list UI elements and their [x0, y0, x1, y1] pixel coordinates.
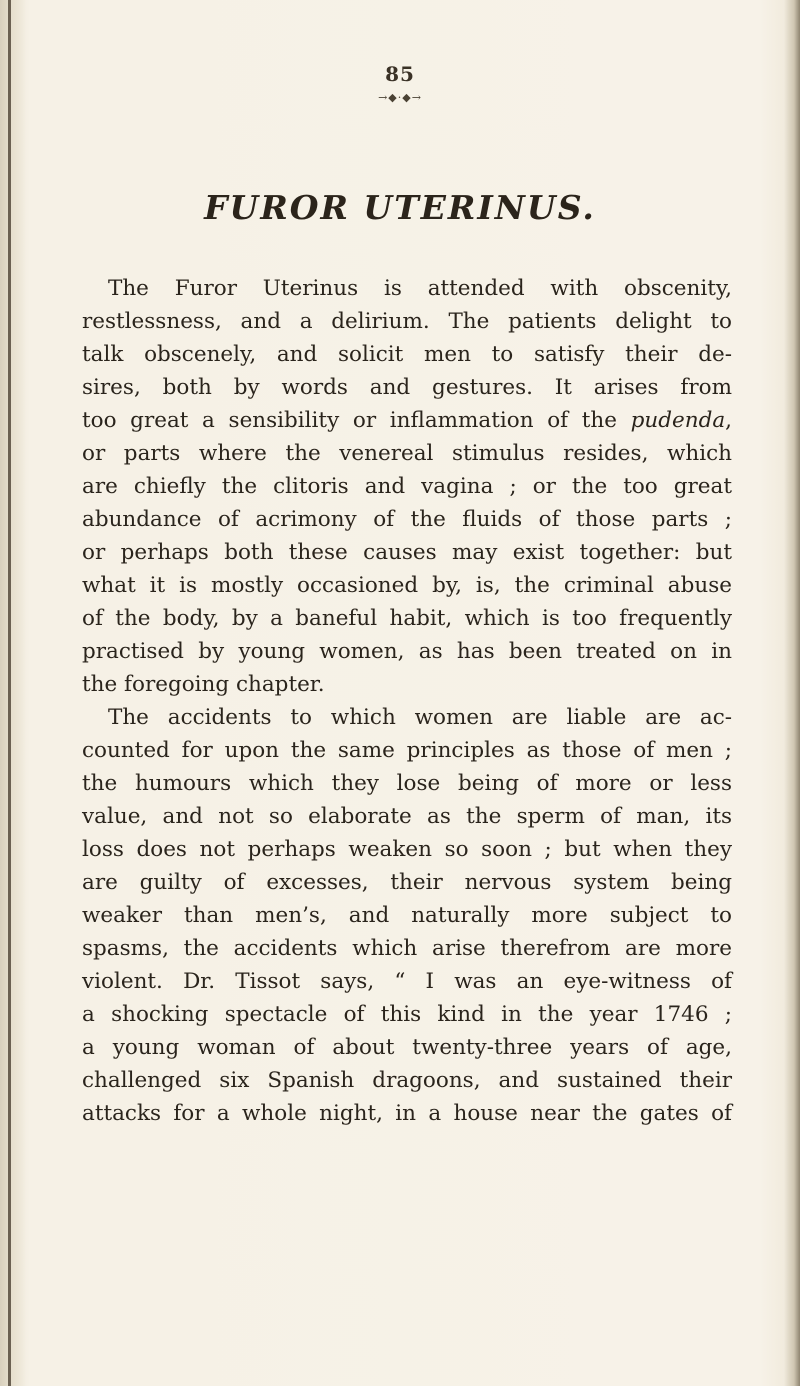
text-run: what it is mostly occasioned by, is, the criminal abuse	[82, 573, 732, 598]
text-line	[82, 635, 732, 668]
text-line	[82, 602, 732, 635]
text-run: The Furor Uterinus is attended with obscenity,	[108, 276, 732, 301]
ornament-divider: →◆·◆→	[378, 91, 422, 104]
text-line	[82, 305, 732, 338]
text-run: a young woman of about twenty-three years of age,	[82, 1035, 732, 1060]
text-run: of the body, by a baneful habit, which is too frequently	[82, 606, 732, 631]
text-run: counted for upon the same principles as those of men ;	[82, 738, 732, 763]
text-line	[82, 272, 732, 305]
text-run: practised by young women, as has been treated on in	[82, 639, 732, 664]
text-run: a shocking spectacle of this kind in the year 1746 ;	[82, 1002, 732, 1027]
text-line	[82, 1097, 732, 1130]
text-line	[82, 800, 732, 833]
body-text	[82, 272, 732, 1130]
text-run: The accidents to which women are liable are ac-	[108, 705, 732, 730]
text-line	[82, 767, 732, 800]
text-run: abundance of acrimony of the fluids of those parts ;	[82, 507, 732, 532]
text-run: are chiefly the clitoris and vagina ; or the too great	[82, 474, 732, 499]
text-run: spasms, the accidents which arise therefrom are more	[82, 936, 732, 961]
text-line	[82, 734, 732, 767]
text-line	[82, 536, 732, 569]
text-line	[82, 998, 732, 1031]
text-line	[82, 1031, 732, 1064]
text-line	[82, 965, 732, 998]
text-line	[82, 470, 732, 503]
italic-term: pudenda	[630, 408, 726, 433]
text-line	[82, 833, 732, 866]
text-line	[82, 569, 732, 602]
text-run: are guilty of excesses, their nervous system being	[82, 870, 732, 895]
text-run: or perhaps both these causes may exist together: but	[82, 540, 732, 565]
text-line	[82, 338, 732, 371]
text-run: or parts where the venereal stimulus resides, which	[82, 441, 732, 466]
chapter-title: FUROR UTERINUS.	[204, 188, 596, 227]
text-run: the foregoing chapter.	[82, 672, 325, 697]
text-line	[82, 437, 732, 470]
text-line	[82, 866, 732, 899]
text-line	[82, 1064, 732, 1097]
text-line	[82, 371, 732, 404]
text-run: weaker than men’s, and naturally more subject to	[82, 903, 732, 928]
text-line	[82, 503, 732, 536]
text-run: violent. Dr. Tissot says, “ I was an eye-witness of	[82, 969, 732, 994]
text-run: too great a sensibility or inflammation of the	[82, 408, 631, 433]
page-number: 85	[385, 62, 415, 86]
text-run: attacks for a whole night, in a house near the gates of	[82, 1101, 732, 1126]
text-run: sires, both by words and gestures. It arises from	[82, 375, 732, 400]
text-run: restlessness, and a delirium. The patients delight to	[82, 309, 732, 334]
text-run: ,	[725, 408, 732, 433]
text-line	[82, 932, 732, 965]
text-run: loss does not perhaps weaken so soon ; but when they	[82, 837, 732, 862]
text-line	[82, 668, 732, 701]
text-line	[82, 404, 732, 437]
text-run: challenged six Spanish dragoons, and sustained their	[82, 1068, 732, 1093]
text-line	[82, 899, 732, 932]
text-run: the humours which they lose being of more or less	[82, 771, 732, 796]
text-line	[82, 701, 732, 734]
text-run: talk obscenely, and solicit men to satisfy their de-	[82, 342, 732, 367]
text-run: value, and not so elaborate as the sperm of man, its	[82, 804, 732, 829]
